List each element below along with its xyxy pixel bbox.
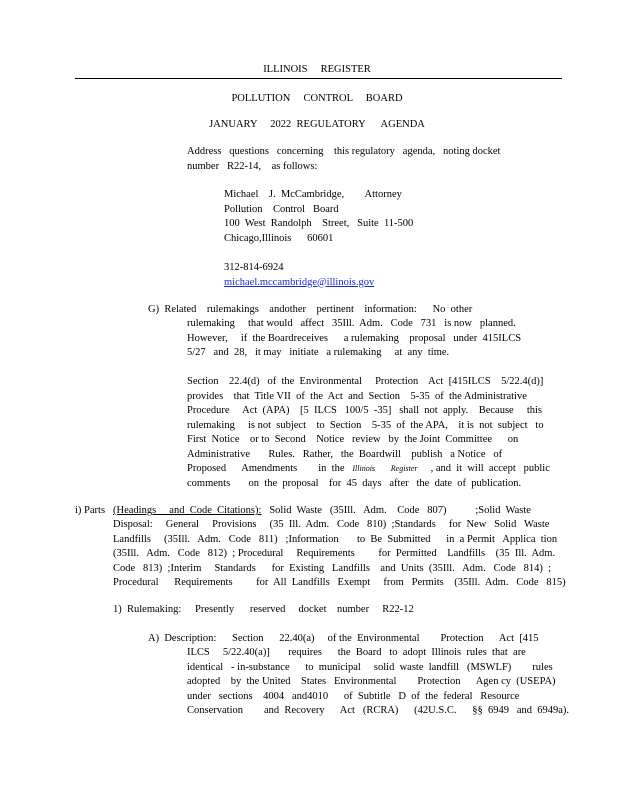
header-divider (75, 78, 562, 79)
section-g-para2-line: Section 22.4(d) of the Environmental Protection Act [415ILCS 5/22.4(d)] (187, 376, 544, 387)
contact-org: Pollution Control Board (224, 203, 339, 215)
section-g-para2-line: First Notice or to Second Notice review by the Joint Committee on (187, 434, 519, 445)
section-i-continuation (113, 518, 566, 591)
address-intro-line: number R22-14, as follows: (187, 160, 318, 172)
section-i-line: (35Ill. Adm. Code 812) ; Procedural Requirements for Permitted Landfills (35 Ill. Adm. (113, 548, 556, 559)
section-g-para2-line: Administrative Rules. Rather, the Boardwill publish a Notice of (187, 448, 503, 460)
section-g-para2-line: provides that Title VII of the Act and Section 5-35 of the Administrative (187, 390, 527, 402)
description-continuation (187, 646, 569, 719)
description-first-line: Section 22.40(a) of the Environmental Protection Act [415 (232, 633, 539, 644)
section-g-line: 5/27 and 28, it may initiate a rulemaking at any time. (187, 347, 450, 358)
section-i-first-text: Solid Waste (35Ill. Adm. Code 807) ;Solid Waste (269, 505, 531, 516)
address-intro-line: Address questions concerning this regulatory agenda, noting docket (187, 146, 501, 157)
description-line: under sections 4004 and4010 of Subtitle D of the federal Resource (187, 690, 520, 702)
para2-text-before: Proposed Amendments in the (187, 463, 345, 474)
section-g-para2-line-with-italic (187, 462, 550, 477)
rulemaking-label: 1) Rulemaking: (113, 604, 182, 615)
para2-text-after: , and it will accept public (430, 463, 550, 474)
agency-title: POLLUTION CONTROL BOARD (231, 93, 403, 104)
section-i-line: Landfills (35Ill. Adm. Code 811) ;Information to Be Submitted in a Permit Applica tion (113, 533, 558, 545)
contact-city: Chicago,Illinois 60601 (224, 232, 334, 244)
section-g-para2-line: comments on the proposal for 45 days after the date of publication. (187, 477, 522, 489)
agenda-title: JANUARY 2022 REGULATORY AGENDA (209, 119, 425, 130)
description-line: identical - in-substance to municipal solid waste landfill (MSWLF) rules (187, 661, 553, 673)
section-i-label: i) Parts (75, 505, 106, 516)
section-g-continuation (187, 317, 521, 361)
description-label-text: A) Description: (148, 633, 217, 644)
contact-name: Michael J. McCambridge, Attorney (224, 189, 402, 200)
register-title: ILLINOIS REGISTER (263, 64, 371, 75)
description-line: ILCS 5/22.40(a)] requires the Board to adopt Illinois rules that are (187, 647, 526, 658)
address-intro (187, 145, 500, 174)
contact-phone: 312-814-6924 (224, 262, 284, 273)
description-label (148, 632, 216, 647)
headings-label: (Headings and Code Citations): (113, 505, 262, 516)
section-i-line: Code 813) ;Interim Standards for Existing Landfills and Units (35Ill. Adm. Code 814) ; (113, 562, 552, 574)
contact-email-link[interactable]: michael.mccambridge@illinois.gov (224, 276, 375, 288)
section-g-para2-line: rulemaking is not subject to Section 5-35 of the APA, it is not subject to (187, 419, 544, 431)
contact-block (224, 188, 413, 246)
section-g-para2-line: Procedure Act (APA) [5 ILCS 100/5 -35] shall not apply. Because this (187, 405, 543, 416)
section-i-line: Procedural Requirements for All Landfills Exempt from Permits (35Ill. Adm. Code 815) (113, 577, 566, 588)
contact-details (224, 261, 414, 290)
description-line: adopted by the United States Environmental Protection Agen cy (USEPA) (187, 676, 556, 687)
section-g-line: However, if the Boardreceives a rulemaking proposal under 415ILCS (187, 332, 522, 344)
section-g-paragraph-2 (187, 375, 550, 491)
section-g-line: rulemaking that would affect 35Ill. Adm. Code 731 is now planned. (187, 318, 516, 329)
section-g-first-line: G) Related rulemakings andother pertinent information: No other (148, 304, 473, 315)
rulemaking-text: Presently reserved docket number R22-12 (195, 604, 414, 615)
contact-street: 100 West Randolph Street, Suite 11-500 (224, 218, 414, 229)
illinois-italic-ref: Illinois (352, 464, 376, 473)
register-italic-ref: Register (390, 464, 418, 473)
description-line: Conservation and Recovery Act (RCRA) (42U.S.C. §§ 6949 and 6949a). (187, 705, 570, 716)
section-i-line: Disposal: General Provisions (35 Ill. Adm. Code 810) ;Standards for New Solid Waste (113, 519, 550, 530)
section-i-first-line (113, 504, 531, 519)
